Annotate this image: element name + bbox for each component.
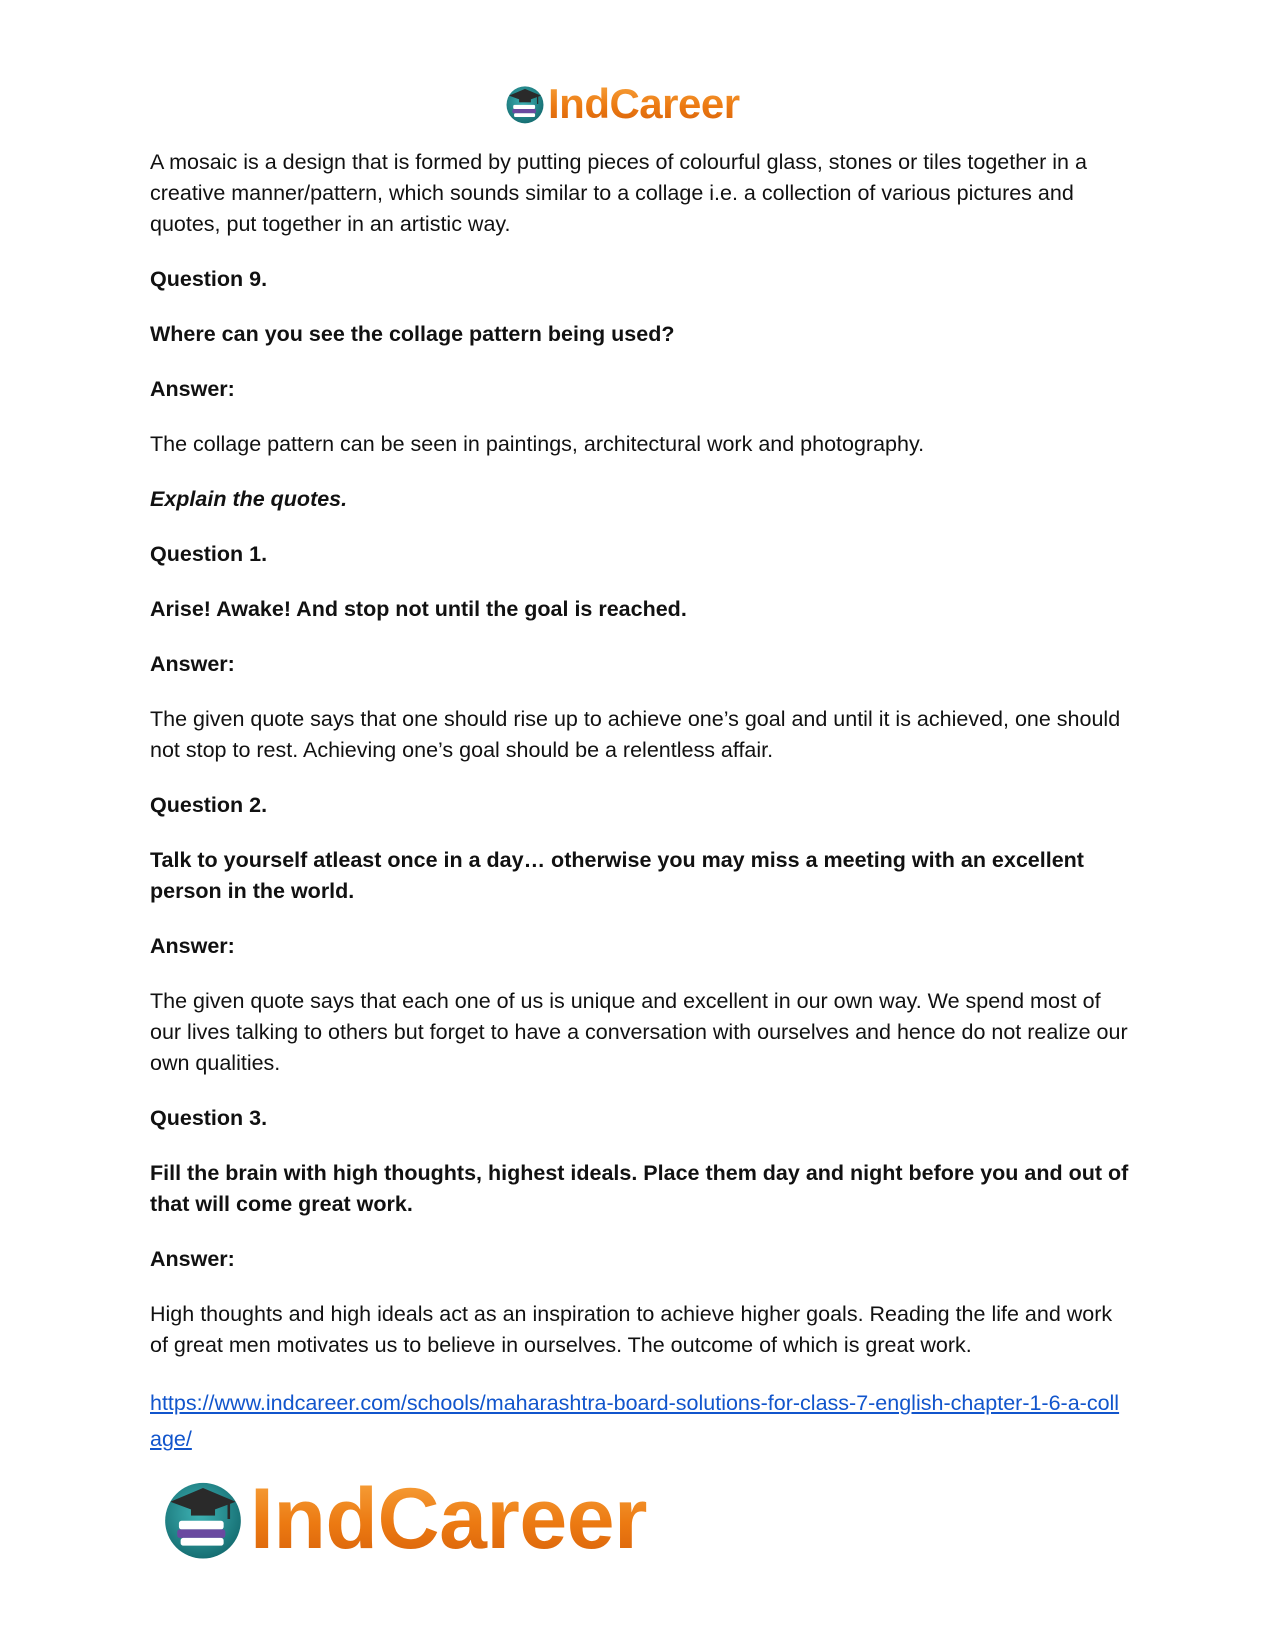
footer-logo [160, 1471, 647, 1567]
section-heading: Explain the quotes. [150, 487, 348, 511]
source-link[interactable]: https://www.indcareer.com/schools/maharashtra-board-solutions-for-class-7-english-chapter-1-6-a-collage/ [150, 1391, 1120, 1451]
question-3-heading: Question 3. [150, 1106, 268, 1130]
header-logo [504, 82, 740, 126]
question-9-answer: The collage pattern can be seen in paintings, architectural work and photography. [150, 432, 925, 456]
graduation-cap-books-globe-icon [160, 1476, 246, 1562]
question-1-heading: Question 1. [150, 542, 268, 566]
graduation-cap-books-globe-icon [504, 83, 546, 125]
question-2-text: Talk to yourself atleast once in a day… otherwise you may miss a meeting with an excellent person in the world. [150, 848, 1084, 903]
question-1-answer: The given quote says that one should rise up to achieve one’s goal and until it is achieved, one should not stop to rest. Achieving one’s goal should be a relentless affair. [150, 707, 1121, 762]
question-3-text: Fill the brain with high thoughts, highest ideals. Place them day and night before you and out of that will come great work. [150, 1161, 1129, 1216]
question-1-answer-label: Answer: [150, 652, 235, 676]
question-1-text: Arise! Awake! And stop not until the goal is reached. [150, 597, 687, 621]
brand-name: IndCareer [548, 80, 740, 127]
question-2-answer: The given quote says that each one of us is unique and excellent in our own way. We spend most of our lives talking to others but forget to have a conversation with ourselves and hence do not realize our own qualities. [150, 989, 1128, 1075]
question-9-heading: Question 9. [150, 267, 268, 291]
question-3-answer-label: Answer: [150, 1247, 235, 1271]
intro-paragraph: A mosaic is a design that is formed by putting pieces of colourful glass, stones or tiles together in a creative manner/pattern, which sounds similar to a collage i.e. a collection of various pictures and quotes, put together in an artistic way. [150, 150, 1087, 236]
question-9-text: Where can you see the collage pattern being used? [150, 322, 675, 346]
question-3-answer: High thoughts and high ideals act as an inspiration to achieve higher goals. Reading the life and work of great men motivates us to believe in ourselves. The outcome of which is great work. [150, 1302, 1113, 1357]
document-body [150, 147, 1130, 1457]
brand-name-footer: IndCareer [250, 1471, 647, 1567]
question-9-answer-label: Answer: [150, 377, 235, 401]
question-2-heading: Question 2. [150, 793, 268, 817]
question-2-answer-label: Answer: [150, 934, 235, 958]
